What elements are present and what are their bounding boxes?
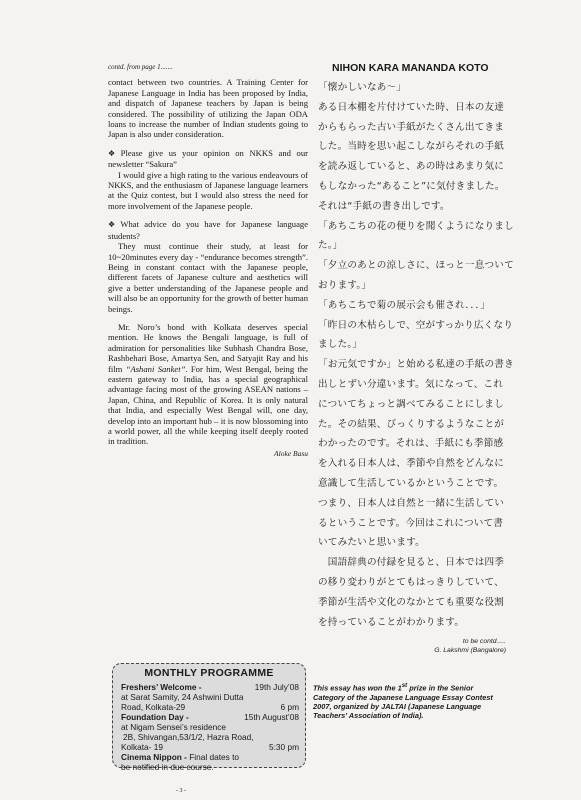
essay-line: いてみたいと思います。 xyxy=(318,537,425,549)
essay-line: それは“手紙の書き出しです。 xyxy=(318,200,450,212)
essay-line: 「夕立のあとの涼しさに、ほっと一息ついて xyxy=(318,260,514,272)
essay-body xyxy=(318,78,514,632)
essay-line: についてちょっと調べてみることにしまし xyxy=(318,398,504,410)
essay-line: おります。」 xyxy=(318,279,372,291)
essay-line: を入れる日本人は、季節や自然をどんなに xyxy=(318,458,505,470)
film-title: “Ashani Sanket” xyxy=(125,363,186,374)
essay-line: 出しとずい分違います。気になって、これ xyxy=(318,378,504,390)
intro-paragraph: contact between two countries. A Training Center for Japanese Language in India has been proposed by India, and dispatch of Japanese teachers by Japan is being considered. The possibility of utilizing the Japan ODA loans to increase the number of Indian students going to Japan is also under consideration. xyxy=(108,77,308,140)
diamond-bullet-icon: ❖ xyxy=(108,148,119,158)
essay-line: 意識して生活しているかということです。 xyxy=(318,477,504,489)
essay-line: の移り変わりがとてもはっきりしていて、 xyxy=(318,576,504,588)
left-column xyxy=(108,62,308,459)
kolkata-paragraph: Mr. Noro’s bond with Kolkata deserves special mention. He knows the Bengali language, is full of admiration for personalities like Subhash Chandra Bose, Rashbehari Bose, Amartya Sen, and Satyajit Ray and his film “Ashani Sanket”. For him, West Bengal, being the eastern gateway to India, has a special geographical advantage facing most of the growing ASEAN nations – Japan, China, and Republic of Korea. It is only natural that India, and especially West Bengal will, one day, develop into an important hub – it is now blossoming into a world power, all the while keeping itself deeply rooted in tradition. xyxy=(108,321,308,447)
essay-line: もしなかった“あること”に気付きました。 xyxy=(318,180,505,192)
essay-line: た。その結果、びっくりするようなことが xyxy=(318,418,505,430)
essay-line: 「あちこちで菊の展示会も催され．．．」 xyxy=(318,299,491,311)
essay-line: 季節が生活や文化のなかとても重要な役割 xyxy=(318,596,505,608)
essay-title: NIHON KARA MANANDA KOTO xyxy=(332,62,489,74)
monthly-programme-box: MONTHLY PROGRAMME Freshers’ Welcome - 19th July’08 at Sarat Samity, 24 Ashwini Dutta Road, Kolkata-29 6 pm Foundation Day - 15th August’08 at Nigam Sensei’s residence 2B, Shivangan,53/1/2, Hazra Road, Kolkata- 19 5:30 pm Cinema Nippon - Final dates to be notified in due course. xyxy=(112,663,306,768)
essay-line: ました。」 xyxy=(318,339,363,351)
question-1 xyxy=(108,148,308,170)
essay-line: 「あちこちの花の便りを聞くようになりまし xyxy=(318,220,514,232)
essay-line: ある日本棚を片付けていた時、日本の友達 xyxy=(318,101,505,113)
question-2-text: What advice do you have for Japanese language students? xyxy=(108,219,309,241)
essay-line: るということです。今回はこれについて書 xyxy=(318,517,504,529)
question-1-text: Please give us your opinion on NKKS and our newsletter “Sakura” xyxy=(108,147,309,170)
event-foundation-day: Foundation Day - 15th August’08 xyxy=(121,712,299,722)
page-number: - 3 - xyxy=(176,788,186,794)
essay-line: した。当時を思い起こしながらそれの手紙 xyxy=(318,141,505,153)
essay-line: 「昨日の木枯らしで、空がすっかり広くなり xyxy=(318,319,514,331)
answer-2: They must continue their study, at least for 10~20minutes every day - “endurance becomes strength”. Being in constant contact with the Japanese people, different facets of Japanese culture and aesthetics will give a better understanding of the Japanese people and will also be an opportunity for the growth of better human beings. xyxy=(108,241,308,314)
essay-line: た。」 xyxy=(318,240,343,252)
question-2 xyxy=(108,219,308,241)
right-column xyxy=(318,62,514,655)
essay-line: 国語辞典の付録を見ると、日本では四季 xyxy=(318,557,505,569)
prize-note: This essay has won the 1st prize in the Senior Category of the Japanese Language Essay Contest 2007, organized by JALTAI (Japanese Language Teachers’ Association of India). xyxy=(313,682,493,721)
continued-note: contd. from page 1....... xyxy=(108,63,173,71)
essay-line: つまり、日本人は自然と一緒に生活してい xyxy=(318,497,505,509)
essay-line: 「懐かしいなあ～」 xyxy=(318,82,407,93)
event-freshers: Freshers’ Welcome - 19th July’08 xyxy=(121,682,299,692)
programme-title: MONTHLY PROGRAMME xyxy=(144,667,274,679)
event-cinema-nippon: Cinema Nippon - Final dates to xyxy=(121,752,240,762)
essay-line: を読み返していると、あの時はあまり気に xyxy=(318,161,505,173)
essay-signature: to be contd..... G. Lakshmi (Bangalore) xyxy=(434,638,506,654)
essay-line: わかったのです。それは、手紙にも季節感 xyxy=(318,438,504,450)
diamond-bullet-icon: ❖ xyxy=(108,220,119,230)
essay-line: からもらった古い手紙がたくさん出てきま xyxy=(318,121,505,133)
answer-1: I would give a high rating to the various endeavours of NKKS, and the enthusiasm of Japanese language learners at the Quiz contest, but I would also stress the need for more involvement of the Japanese people. xyxy=(108,169,308,211)
essay-line: 「お元気ですか」と始める私達の手紙の書き xyxy=(318,359,514,371)
author-name: Aloke Basu xyxy=(274,448,308,458)
essay-line: を持っていることがわかります。 xyxy=(318,616,465,628)
